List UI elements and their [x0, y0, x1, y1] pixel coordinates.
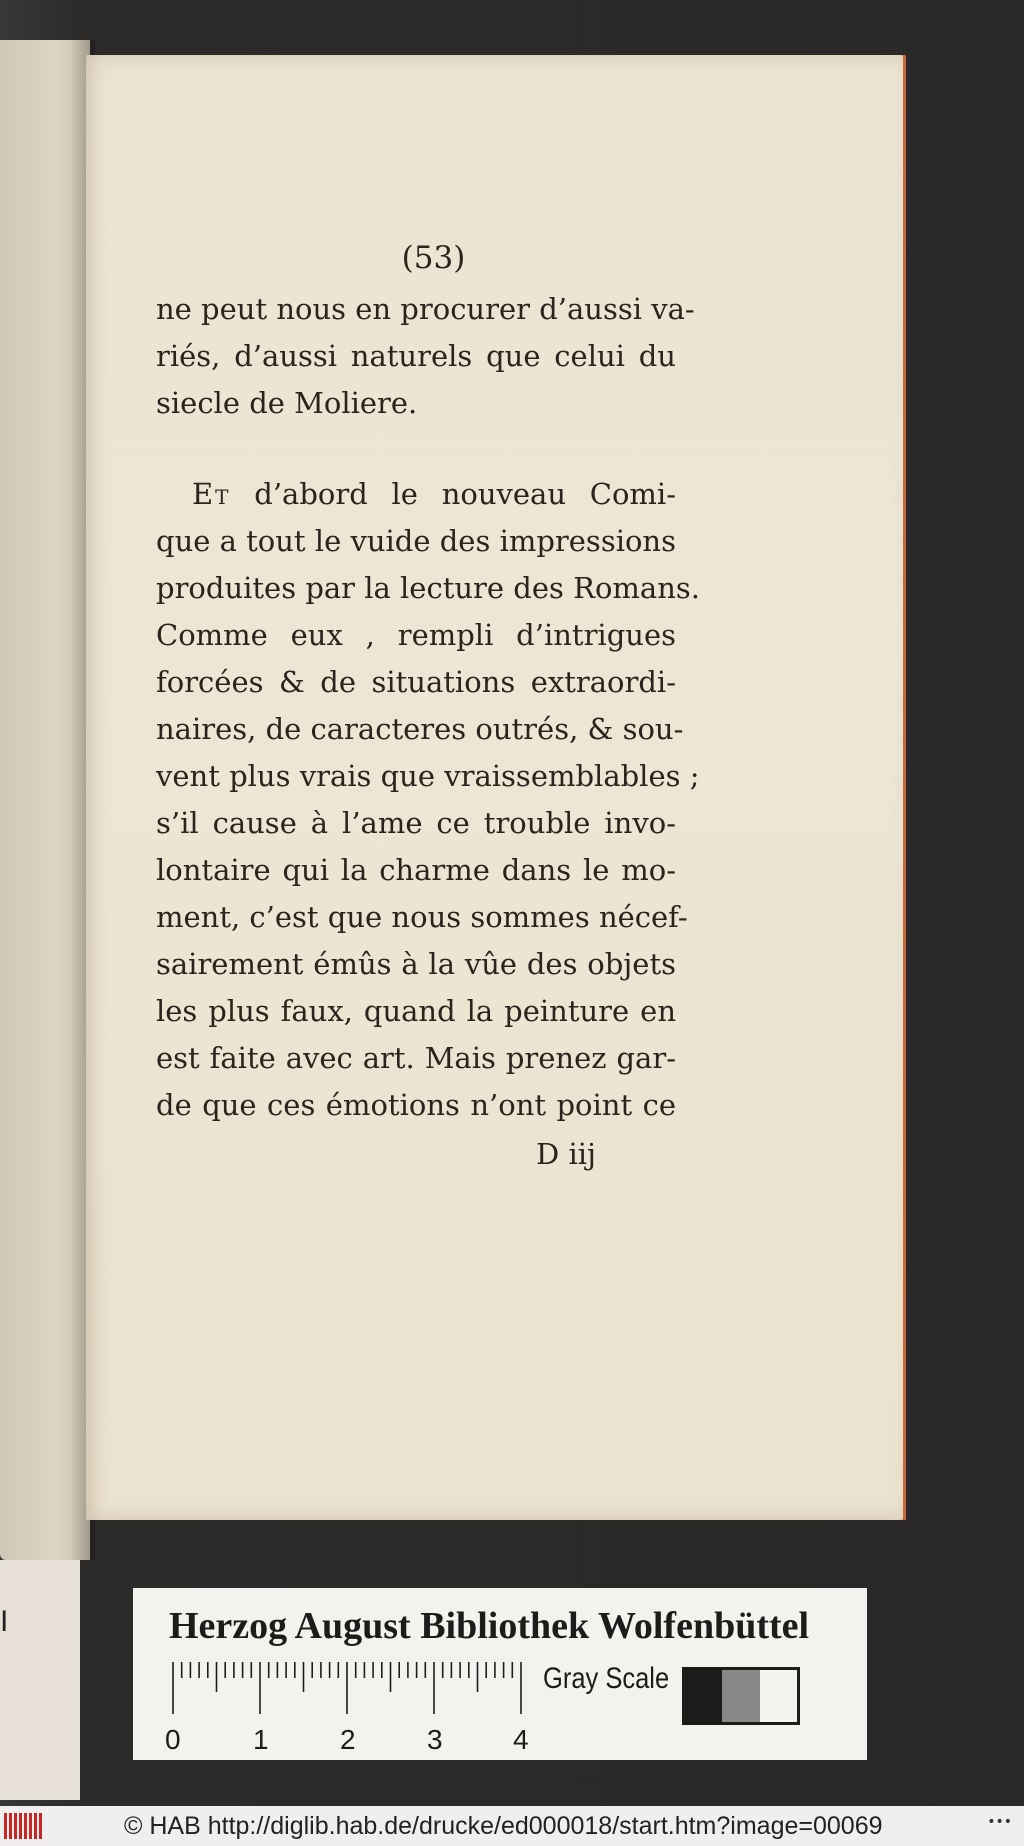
text-line: siecle de Moliere. — [156, 386, 418, 420]
text-line: forcées & de situations extraordi- — [156, 665, 676, 699]
library-title: Herzog August Bibliothek Wolfenbüttel — [169, 1605, 810, 1647]
gray-swatch-mid — [722, 1670, 759, 1722]
text-line: sairement émûs à la vûe des objets — [156, 947, 676, 981]
text-line: lontaire qui la charme dans le mo- — [156, 853, 676, 887]
text-line: les plus faux, quand la peinture en — [156, 994, 676, 1028]
page-number: (53) — [401, 240, 466, 276]
gray-swatch-dark — [685, 1670, 722, 1722]
hab-logo-icon — [4, 1813, 44, 1839]
first-line-rest: d’abord le nouveau Comi- — [230, 477, 676, 511]
ruler-number: 1 — [253, 1724, 269, 1755]
text-line: vent plus vrais que vraissemblables ; — [156, 759, 700, 793]
text-line: de que ces émotions n’ont point ce — [156, 1088, 676, 1122]
ruler-number: 3 — [427, 1724, 443, 1755]
footer-bar — [0, 1806, 1024, 1846]
text-line-first — [156, 471, 676, 518]
footer-copyright-url[interactable]: © HAB http://diglib.hab.de/drucke/ed000018/start.htm?image=00069 — [124, 1811, 883, 1840]
left-label-strip — [0, 1560, 80, 1800]
left-strip-mark: I — [0, 1605, 9, 1638]
text-line: naires, de caracteres outrés, & sou- — [156, 712, 684, 746]
initial-word: Et — [192, 477, 231, 511]
gray-scale-label: Gray Scale — [543, 1662, 670, 1695]
text-line: produites par la lecture des Romans. — [156, 571, 700, 605]
text-line: Comme eux , rempli d’intrigues — [156, 618, 676, 652]
gray-scale-swatch — [682, 1667, 800, 1725]
ruler-number: 4 — [513, 1724, 529, 1755]
ruler-number: 0 — [165, 1724, 181, 1755]
ruler-number: 2 — [340, 1724, 356, 1755]
text-line: que a tout le vuide des impressions — [156, 524, 676, 558]
library-label-card — [133, 1588, 867, 1760]
more-dots-icon[interactable]: ••• — [987, 1814, 1012, 1830]
text-line: ne peut nous en procurer d’aussi va- — [156, 292, 695, 326]
text-line: est faite avec art. Mais prenez gar- — [156, 1041, 676, 1075]
paragraph-gap — [156, 427, 676, 471]
text-line: s’il cause à l’ame ce trouble invo- — [156, 806, 676, 840]
page-text — [156, 235, 700, 1178]
text-line: ment, c’est que nous sommes nécef- — [156, 900, 688, 934]
book-page — [86, 55, 906, 1520]
text-line: riés, d’aussi naturels que celui du — [156, 339, 676, 373]
signature-mark: D iij — [535, 1137, 596, 1171]
gray-swatch-light — [760, 1670, 797, 1722]
